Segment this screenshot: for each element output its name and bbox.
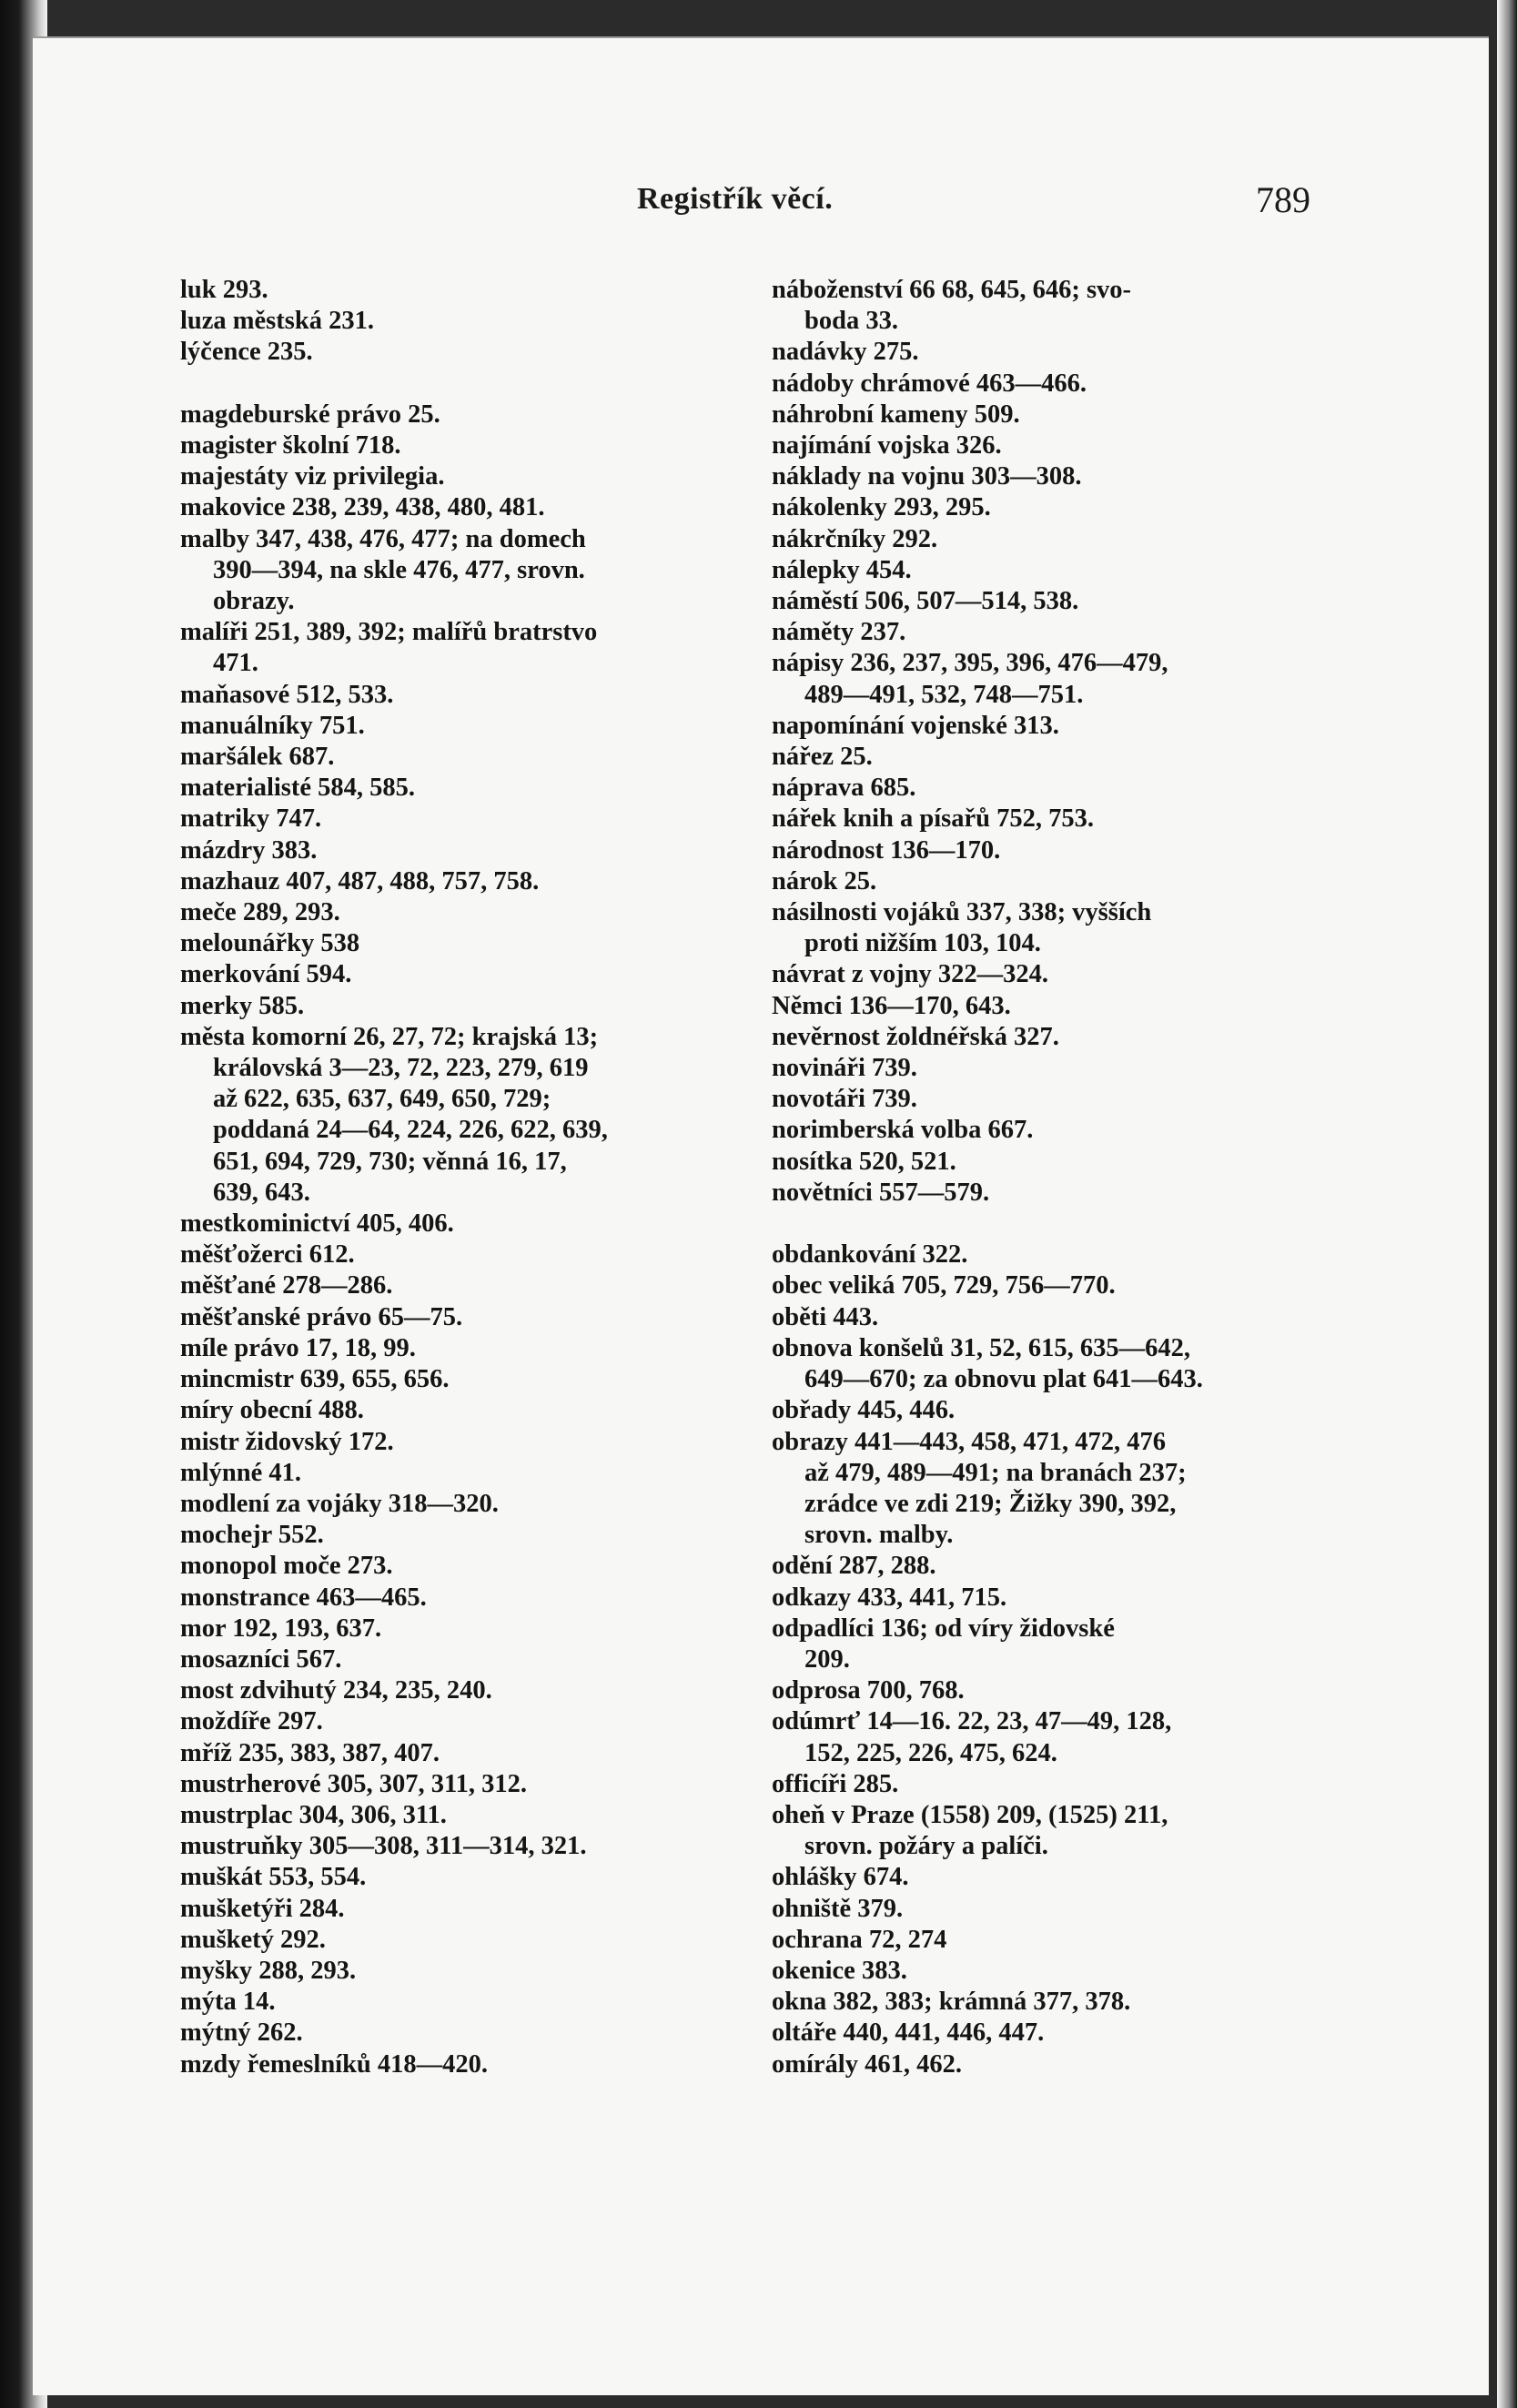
index-entry: oheň v Praze (1558) 209, (1525) 211, (772, 1800, 1168, 1829)
index-entry: mýta 14. (180, 1988, 276, 2017)
index-entry: nálepky 454. (772, 555, 912, 584)
index-entry-continuation: 649—670; za obnovu plat 641—643. (804, 1365, 1203, 1394)
index-entry: luza městská 231. (180, 307, 374, 336)
index-entry: mustrherové 305, 307, 311, 312. (180, 1769, 528, 1798)
index-entry: mor 192, 193, 637. (180, 1614, 382, 1643)
index-entry: moždíře 297. (180, 1707, 323, 1736)
index-entry: meče 289, 293. (180, 898, 340, 927)
index-entry: návrat z vojny 322—324. (772, 960, 1048, 989)
index-entry-continuation: 651, 694, 729, 730; věnná 16, 17, (213, 1147, 567, 1176)
index-entry: nadávky 275. (772, 338, 919, 367)
index-entry: makovice 238, 239, 438, 480, 481. (180, 493, 545, 522)
index-column-left (180, 275, 744, 2080)
section-gap (180, 369, 744, 400)
index-entry: měšťanské právo 65—75. (180, 1302, 463, 1331)
index-entry: obdankování 322. (772, 1240, 968, 1270)
index-entry-continuation: až 622, 635, 637, 649, 650, 729; (213, 1085, 551, 1114)
index-entry: obec veliká 705, 729, 756—770. (772, 1271, 1116, 1300)
index-entry-continuation: 489—491, 532, 748—751. (804, 680, 1084, 709)
index-entry-continuation: 209. (804, 1644, 850, 1674)
index-entry: mázdry 383. (180, 835, 318, 865)
index-entry: majestáty viz privilegia. (180, 462, 445, 491)
index-entry: mincmistr 639, 655, 656. (180, 1365, 450, 1394)
scan-right-edge (1497, 0, 1517, 2408)
index-entry: odpadlíci 136; od víry židovské (772, 1614, 1115, 1643)
index-entry: merkování 594. (180, 960, 352, 989)
index-entry-continuation: boda 33. (804, 307, 898, 336)
index-entry: náklady na vojnu 303—308. (772, 462, 1082, 491)
index-entry: náboženství 66 68, 645, 646; svo- (772, 276, 1132, 304)
index-entry: monopol moče 273. (180, 1552, 393, 1581)
index-entry-continuation: 471. (213, 649, 258, 678)
index-entry: měšťožerci 612. (180, 1240, 355, 1270)
index-entry: národnost 136—170. (772, 835, 1001, 865)
index-entry: obrazy 441—443, 458, 471, 472, 476 (772, 1427, 1167, 1456)
index-entry-continuation: královská 3—23, 72, 223, 279, 619 (213, 1054, 589, 1083)
index-entry: najímání vojska 326. (772, 431, 1002, 460)
index-entry: odkazy 433, 441, 715. (772, 1583, 1007, 1612)
index-entry: novětníci 557—579. (772, 1178, 990, 1207)
running-header-title: Registřík věcí. (637, 182, 834, 216)
index-entry: mochejr 552. (180, 1521, 324, 1550)
index-entry: nákrčníky 292. (772, 524, 938, 553)
page-number: 789 (1256, 179, 1310, 220)
index-entry: monstrance 463—465. (180, 1583, 427, 1612)
index-entry: okenice 383. (772, 1956, 907, 1985)
index-entry: napomínání vojenské 313. (772, 711, 1059, 740)
index-entry: mazhauz 407, 487, 488, 757, 758. (180, 866, 540, 895)
index-entry: mlýnné 41. (180, 1458, 302, 1487)
index-entry: maňasové 512, 533. (180, 680, 394, 709)
index-entry: mosazníci 567. (180, 1644, 342, 1674)
index-entry: melounářky 538 (180, 929, 360, 958)
index-entry: matriky 747. (180, 804, 322, 834)
index-entry: obnova konšelů 31, 52, 615, 635—642, (772, 1333, 1191, 1362)
index-entry: oltáře 440, 441, 446, 447. (772, 2018, 1045, 2048)
index-entry-continuation: proti nižším 103, 104. (804, 929, 1041, 958)
index-entry: náměty 237. (772, 618, 906, 647)
index-entry: norimberská volba 667. (772, 1116, 1034, 1145)
index-entry: odění 287, 288. (772, 1552, 936, 1581)
index-entry-continuation: 390—394, na skle 476, 477, srovn. (213, 555, 585, 584)
index-entry-continuation: 152, 225, 226, 475, 624. (804, 1738, 1057, 1767)
index-entry: obřady 445, 446. (772, 1396, 956, 1425)
index-entry: ohlášky 674. (772, 1863, 909, 1892)
index-entry: omírály 461, 462. (772, 2049, 962, 2079)
index-entry: ohniště 379. (772, 1894, 904, 1923)
index-entry: města komorní 26, 27, 72; krajská 13; (180, 1022, 599, 1051)
index-entry: náhrobní kameny 509. (772, 400, 1020, 429)
index-entry: náměstí 506, 507—514, 538. (772, 587, 1079, 616)
index-entry: mříž 235, 383, 387, 407. (180, 1738, 440, 1767)
index-entry: most zdvihutý 234, 235, 240. (180, 1676, 492, 1705)
index-entry: merky 585. (180, 991, 305, 1020)
index-entry: nákolenky 293, 295. (772, 493, 991, 522)
index-entry: maršálek 687. (180, 743, 335, 772)
index-entry: odprosa 700, 768. (772, 1676, 965, 1705)
index-entry-continuation: obrazy. (213, 587, 295, 616)
index-entry: mestkominictví 405, 406. (180, 1209, 454, 1239)
index-entry: nosítka 520, 521. (772, 1147, 956, 1176)
index-entry: magister školní 718. (180, 431, 401, 460)
index-entry: malby 347, 438, 476, 477; na domech (180, 524, 586, 553)
index-entry: Němci 136—170, 643. (772, 991, 1011, 1020)
index-entry: luk 293. (180, 276, 268, 304)
index-entry: mustruňky 305—308, 311—314, 321. (180, 1832, 587, 1861)
index-entry: mušketý 292. (180, 1925, 326, 1954)
index-entry: míry obecní 488. (180, 1396, 364, 1425)
index-entry: malíři 251, 389, 392; malířů bratrstvo (180, 618, 598, 647)
index-entry: nápisy 236, 237, 395, 396, 476—479, (772, 649, 1168, 678)
index-entry: náprava 685. (772, 774, 916, 803)
section-gap (772, 1209, 1336, 1239)
index-entry: lýčence 235. (180, 338, 313, 367)
index-entry-continuation: poddaná 24—64, 224, 226, 622, 639, (213, 1116, 608, 1145)
index-entry: násilnosti vojáků 337, 338; vyšších (772, 898, 1152, 927)
index-entry: officíři 285. (772, 1769, 899, 1798)
index-entry: odúmrť 14—16. 22, 23, 47—49, 128, (772, 1707, 1172, 1736)
index-entry: novotáři 739. (772, 1085, 917, 1114)
index-entry: modlení za vojáky 318—320. (180, 1489, 499, 1518)
index-entry: oběti 443. (772, 1302, 879, 1331)
index-entry: mzdy řemeslníků 418—420. (180, 2049, 489, 2079)
index-entry-continuation: až 479, 489—491; na branách 237; (804, 1458, 1187, 1487)
index-entry: ochrana 72, 274 (772, 1925, 947, 1954)
index-entry: mustrplac 304, 306, 311. (180, 1800, 447, 1829)
index-entry: magdeburské právo 25. (180, 400, 440, 429)
index-entry-continuation: 639, 643. (213, 1178, 310, 1207)
index-entry: míle právo 17, 18, 99. (180, 1333, 416, 1362)
index-entry: mušketýři 284. (180, 1894, 345, 1923)
index-entry: nářez 25. (772, 743, 873, 772)
index-entry: nevěrnost žoldnéřská 327. (772, 1022, 1059, 1051)
index-entry: materialisté 584, 585. (180, 774, 416, 803)
index-entry-continuation: zrádce ve zdi 219; Žižky 390, 392, (804, 1489, 1177, 1518)
index-entry-continuation: srovn. malby. (804, 1521, 954, 1550)
index-entry: manuálníky 751. (180, 711, 365, 740)
index-entry: nářek knih a písařů 752, 753. (772, 804, 1094, 834)
index-column-right (772, 275, 1336, 2080)
index-entry: myšky 288, 293. (180, 1956, 357, 1985)
index-entry: měšťané 278—286. (180, 1271, 393, 1300)
index-entry: nádoby chrámové 463—466. (772, 369, 1087, 398)
index-entry: nárok 25. (772, 866, 877, 895)
index-entry-continuation: srovn. požáry a palíči. (804, 1832, 1048, 1861)
index-entry: muškát 553, 554. (180, 1863, 367, 1892)
index-entry: mistr židovský 172. (180, 1427, 394, 1456)
index-entry: mýtný 262. (180, 2018, 303, 2048)
index-entry: novináři 739. (772, 1054, 917, 1083)
index-entry: okna 382, 383; krámná 377, 378. (772, 1988, 1131, 2017)
